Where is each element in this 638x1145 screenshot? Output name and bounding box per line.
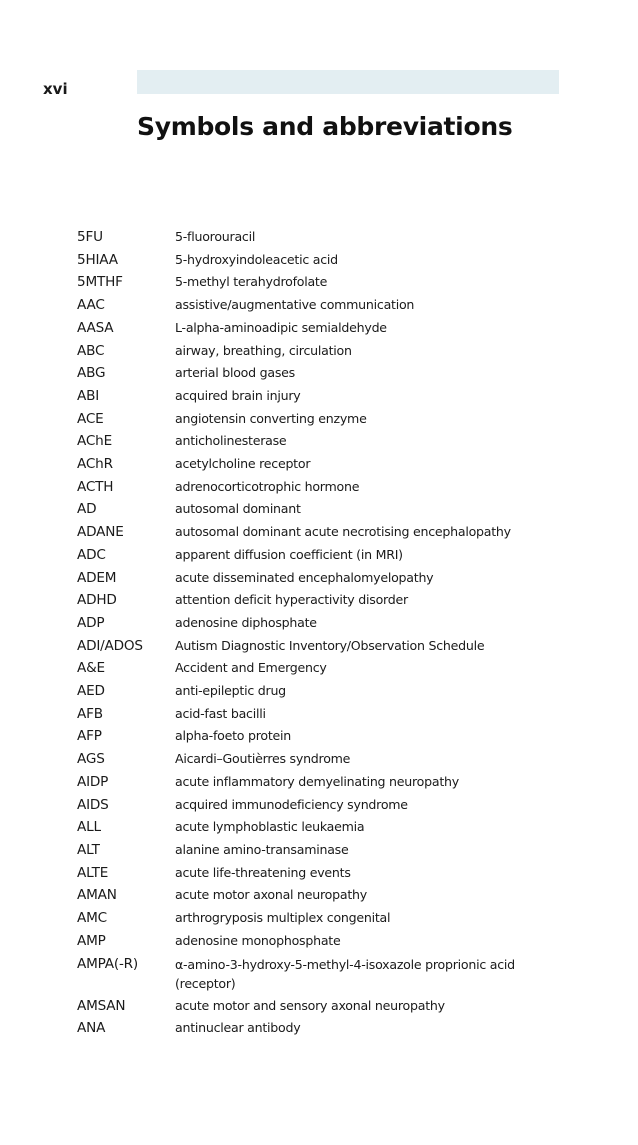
abbreviation-term: ADEM [77,569,117,586]
abbreviation-entry [77,703,577,726]
abbreviation-entry [77,680,577,703]
abbreviation-definition: arthrogryposis multiplex congenital [175,910,391,926]
abbreviation-term: 5FU [77,229,103,245]
abbreviation-entry [77,317,577,340]
abbreviation-entry [77,476,577,499]
abbreviation-definition: alpha-foeto protein [175,728,292,744]
abbreviation-entry [77,453,577,476]
abbreviation-entry [77,294,577,317]
abbreviation-entry [77,657,577,680]
abbreviation-definition: acquired brain injury [175,387,301,403]
abbreviation-definition: airway, breathing, circulation [175,342,352,358]
abbreviation-definition: apparent diffusion coefficient (in MRI) [175,546,403,562]
abbreviation-entry [77,725,577,748]
abbreviation-term: ALL [77,819,101,836]
abbreviation-definition: Accident and Emergency [175,660,327,676]
abbreviation-definition: adenosine monophosphate [175,932,341,948]
abbreviation-definition: acute disseminated encephalomyelopathy [175,569,434,585]
abbreviation-list [77,226,577,1040]
abbreviation-definition: attention deficit hyperactivity disorder [175,592,408,608]
abbreviation-definition: 5-fluorouracil [175,229,256,244]
abbreviation-term: ALTE [77,864,109,881]
abbreviation-definition: acquired immunodeficiency syndrome [175,796,408,812]
abbreviation-entry [77,771,577,794]
abbreviation-term: AMP [77,932,106,949]
abbreviation-entry [77,884,577,907]
abbreviation-term: ABI [77,387,100,404]
abbreviation-definition: adrenocorticotrophic hormone [175,478,360,494]
abbreviation-entry [77,635,577,658]
abbreviation-entry [77,498,577,521]
abbreviation-definition: acute motor axonal neuropathy [175,887,367,903]
abbreviation-term: AD [77,501,97,518]
abbreviation-definition: acute life-threatening events [175,864,351,880]
abbreviation-term: AMPA(-R) [77,955,139,972]
abbreviation-definition: autosomal dominant acute necrotising encephalopathy [175,524,511,540]
abbreviation-term: AChE [77,433,112,450]
abbreviation-entry [77,521,577,544]
abbreviation-entry [77,567,577,590]
abbreviation-term: AFB [77,705,103,722]
abbreviation-term: AGS [77,751,105,768]
abbreviation-entry [77,953,577,995]
abbreviation-term: AAC [77,297,105,314]
abbreviation-entry [77,995,577,1018]
abbreviation-entry [77,362,577,385]
abbreviation-entry [77,408,577,431]
abbreviation-definition: acetylcholine receptor [175,456,311,472]
abbreviation-term: ADP [77,614,105,631]
abbreviation-definition: acute lymphoblastic leukaemia [175,819,365,835]
abbreviation-definition: alanine amino-transaminase [175,841,349,857]
abbreviation-entry [77,589,577,612]
abbreviation-term: AMSAN [77,997,126,1014]
abbreviation-definition: acute motor and sensory axonal neuropathy [175,997,445,1013]
abbreviation-term: AMC [77,910,107,927]
abbreviation-entry [77,1017,577,1040]
abbreviation-term: AASA [77,319,114,336]
abbreviation-definition: assistive/augmentative communication [175,297,415,313]
abbreviation-entry [77,271,577,294]
abbreviation-entry [77,930,577,953]
abbreviation-entry [77,907,577,930]
page-number: xvi [43,80,68,98]
header-band [137,70,559,94]
abbreviation-entry [77,748,577,771]
abbreviation-term: AIDS [77,796,109,813]
abbreviation-definition: autosomal dominant [175,501,301,517]
abbreviation-term: 5MTHF [77,274,123,291]
abbreviation-definition: 5-hydroxyindoleacetic acid [175,251,338,267]
abbreviation-term: AIDP [77,773,109,790]
abbreviation-entry [77,385,577,408]
abbreviation-definition: α-amino-3-hydroxy-5-methyl-4-isoxazole proprionic acid (receptor) [175,956,515,991]
abbreviation-term: AMAN [77,887,117,904]
abbreviation-term: A&E [77,660,105,677]
abbreviation-entry [77,612,577,635]
abbreviation-definition: adenosine diphosphate [175,614,317,630]
abbreviation-entry [77,816,577,839]
abbreviation-definition: Autism Diagnostic Inventory/Observation Schedule [175,637,485,653]
abbreviation-entry [77,249,577,272]
abbreviation-definition: angiotensin converting enzyme [175,410,367,426]
abbreviation-term: ADHD [77,592,117,609]
abbreviation-definition: anticholinesterase [175,433,287,449]
abbreviation-definition: acid-fast bacilli [175,705,266,721]
abbreviation-definition: acute inflammatory demyelinating neuropathy [175,773,459,789]
abbreviation-definition: Aicardi–Goutièrres syndrome [175,751,351,767]
abbreviation-term: ABC [77,342,105,359]
abbreviation-term: ABG [77,365,106,382]
abbreviation-term: AFP [77,728,102,745]
abbreviation-definition: anti-epileptic drug [175,683,286,699]
abbreviation-term: ANA [77,1020,106,1037]
abbreviation-entry [77,430,577,453]
abbreviation-definition: antinuclear antibody [175,1020,301,1036]
abbreviation-term: ACTH [77,478,114,495]
abbreviation-entry [77,340,577,363]
abbreviation-term: AED [77,683,105,700]
abbreviation-term: ALT [77,841,100,858]
page-title: Symbols and abbreviations [137,112,513,141]
abbreviation-term: 5HIAA [77,251,118,268]
abbreviation-definition: 5-methyl terahydrofolate [175,274,328,290]
abbreviation-entry [77,794,577,817]
abbreviation-term: ADANE [77,524,124,541]
abbreviation-definition: L-alpha-aminoadipic semialdehyde [175,319,387,335]
abbreviation-term: ACE [77,410,104,427]
abbreviation-entry [77,226,577,249]
abbreviation-entry [77,544,577,567]
abbreviation-term: AChR [77,456,113,473]
abbreviation-entry [77,839,577,862]
abbreviation-definition: arterial blood gases [175,365,295,381]
abbreviation-term: ADI/ADOS [77,637,143,654]
abbreviation-entry [77,862,577,885]
abbreviation-term: ADC [77,546,106,563]
